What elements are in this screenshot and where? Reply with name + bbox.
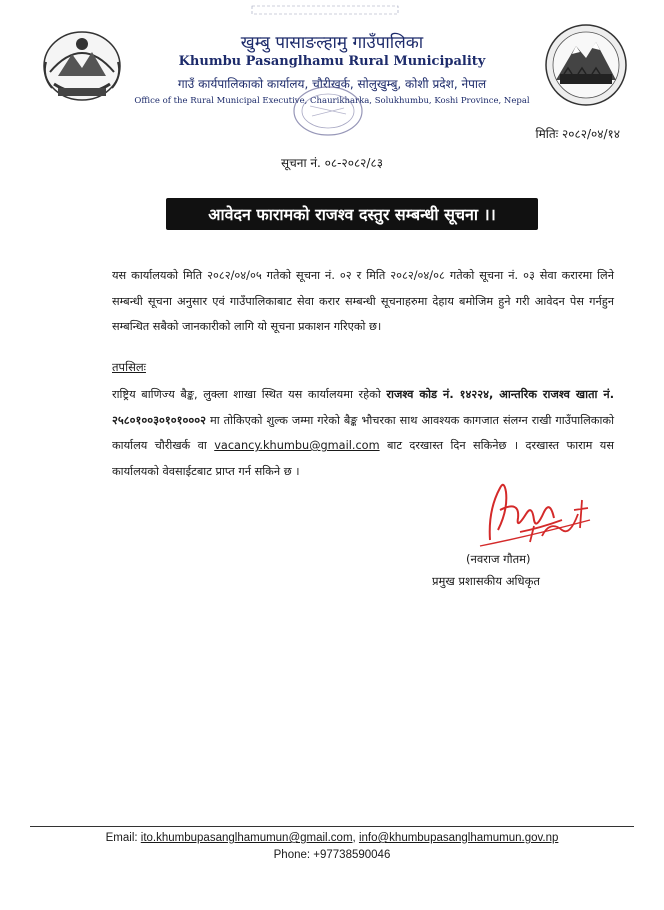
footer-phone-line: [0, 849, 664, 861]
footer-email-line: [0, 832, 664, 844]
top-stamp-mark: [250, 4, 400, 16]
details-heading: तपसिलः: [112, 360, 146, 374]
notice-details: [112, 382, 614, 484]
details-text-2: मा तोकिएको शुल्क जम्मा गरेको बैङ्क भौचरका साथ आवश्यक कागजात संलग्न राखी गाउँपालिकाको कार्यालय चौरीखर्क वा: [112, 413, 614, 452]
signer-designation: प्रमुख प्रशासकीय अधिकृत: [432, 574, 540, 588]
notice-title: आवेदन फारामको राजश्व दस्तुर सम्बन्धी सूचना ।।: [166, 198, 538, 230]
signer-name: (नवराज गौतम): [466, 552, 531, 566]
notice-date: [536, 125, 621, 142]
date-value: २०८२/०४/१४: [561, 127, 620, 141]
date-label: मितिः: [535, 127, 559, 141]
handwritten-signature: [470, 470, 600, 560]
office-stamp-icon: [288, 84, 368, 138]
details-text-1: राष्ट्रिय बाणिज्य बैङ्क, लुक्ला शाखा स्थित यस कार्यालयमा रहेको: [112, 388, 381, 401]
details-text-3: बाट दरखास्त दिन सकिनेछ । दरखास्त फाराम यस कार्यालयको वेवसाईटबाट प्राप्त गर्न सकिने छ ।: [112, 439, 614, 478]
email-separator: ,: [352, 832, 356, 844]
phone-label: Phone:: [273, 849, 311, 861]
notice-reference: सूचना नं. ०८-२०८२/८३: [281, 156, 383, 170]
revenue-account-info: राजश्व कोड नं. १४२२४, आन्तरिक राजश्व खाता नं. २५८०१००३०१०१०००२: [112, 388, 614, 427]
office-address-english: Office of the Rural Municipal Executive, Chaurikharka, Solukhumbu, Koshi Province, Nepal: [134, 96, 530, 106]
email-label: Email:: [105, 832, 138, 844]
vacancy-email-link[interactable]: vacancy.khumbu@gmail.com: [214, 439, 380, 452]
phone-number: +97738590046: [313, 849, 391, 861]
org-name-nepali: खुम्बु पासाङल्हामु गाउँपालिका: [240, 33, 424, 53]
org-name-english: Khumbu Pasanglhamu Rural Municipality: [178, 54, 486, 69]
footer-divider: [30, 826, 634, 827]
email-link-ito[interactable]: ito.khumbupasanglhamumun@gmail.com: [140, 832, 353, 844]
notice-paragraph-1: यस कार्यालयको मिति २०८२/०४/०५ गतेको सूचना नं. ०२ र मिति २०८२/०४/०८ गतेको सूचना नं. ०३ सेवा करारमा लिने सम्बन्धी सूचना अनुसार एवं गाउँपालिकाबाट सेवा करार सम्बन्धी सूचनाहरुमा देहाय बमोजिम हुने गरी आवेदन पेस गर्नहुन सम्बन्धित सबैको जानकारीको लागि यो सूचना प्रकाशन गरिएको छ।: [112, 269, 614, 333]
office-address-nepali: गाउँ कार्यपालिकाको कार्यालय, चौरीखर्क, सोलुखुम्बु, कोशी प्रदेश, नेपाल: [177, 77, 487, 91]
email-link-info[interactable]: info@khumbupasanglhamumun.gov.np: [358, 832, 559, 844]
